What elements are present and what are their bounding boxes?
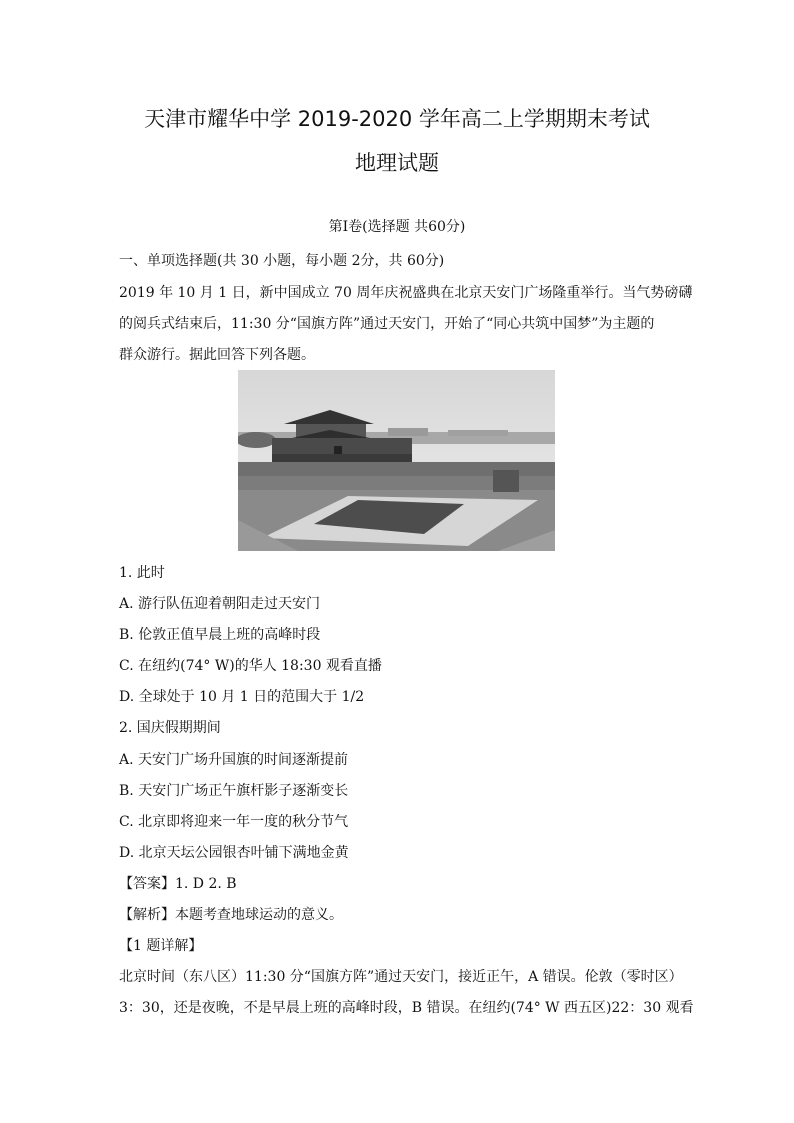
question-option: B. 伦敦正值早晨上班的高峰时段 bbox=[119, 627, 321, 643]
question-option: A. 天安门广场升国旗的时间逐渐提前 bbox=[119, 752, 349, 768]
exam-title: 天津市耀华中学 2019-2020 学年高二上学期期末考试 bbox=[144, 107, 650, 131]
question-option: C. 北京即将迎来一年一度的秋分节气 bbox=[119, 814, 349, 830]
passage-line: 的阅兵式结束后，11:30 分“国旗方阵”通过天安门，开始了“同心共筑中国梦”为主题的 bbox=[119, 316, 655, 332]
question-option: D. 北京天坛公园银杏叶铺下满地金黄 bbox=[119, 845, 349, 861]
detail-line: 3：30，还是夜晚，不是早晨上班的高峰时段，B 错误。在纽约(74° W 西五区)22：30 观看 bbox=[119, 1000, 694, 1016]
exam-subtitle: 地理试题 bbox=[355, 151, 439, 175]
question-option: B. 天安门广场正午旗杆影子逐渐变长 bbox=[119, 783, 349, 799]
question-stem: 2. 国庆假期期间 bbox=[119, 720, 221, 736]
analysis-label: 【解析】 bbox=[119, 907, 175, 923]
section-title: 第Ⅰ卷(选择题 共60分) bbox=[328, 219, 466, 235]
analysis-text: 本题考查地球运动的意义。 bbox=[175, 907, 343, 923]
analysis-line bbox=[119, 904, 679, 924]
question-option: D. 全球处于 10 月 1 日的范围大于 1/2 bbox=[119, 689, 365, 705]
answer-label: 【答案】 bbox=[119, 876, 175, 892]
passage-line: 群众游行。据此回答下列各题。 bbox=[119, 347, 315, 363]
detail-heading: 【1 题详解】 bbox=[119, 938, 203, 954]
detail-line: 北京时间（东八区）11:30 分“国旗方阵”通过天安门，接近正午，A 错误。伦敦（零时区） bbox=[119, 969, 683, 985]
answer-text: 1. D 2. B bbox=[175, 876, 237, 892]
part-heading: 一、单项选择题(共 30 小题，每小题 2分，共 60分) bbox=[119, 253, 445, 269]
question-option: C. 在纽约(74° W)的华人 18:30 观看直播 bbox=[119, 658, 382, 674]
question-stem: 1. 此时 bbox=[119, 565, 165, 581]
question-option: A. 游行队伍迎着朝阳走过天安门 bbox=[119, 596, 321, 612]
answer-line bbox=[119, 873, 679, 893]
tiananmen-parade-photo bbox=[238, 370, 555, 551]
passage-line: 2019 年 10 月 1 日，新中国成立 70 周年庆祝盛典在北京天安门广场隆重举行。当气势磅礴 bbox=[119, 285, 693, 301]
